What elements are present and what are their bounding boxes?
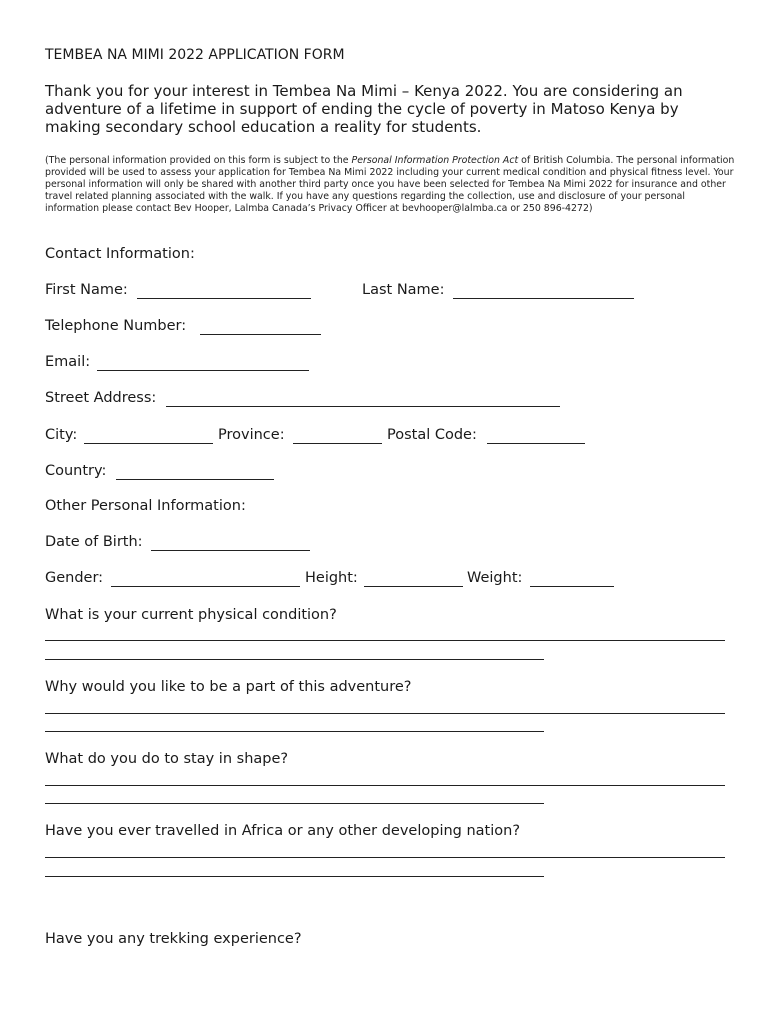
answer-line-stay-in-shape-2[interactable] <box>45 803 544 804</box>
date-of-birth-field[interactable] <box>151 550 310 551</box>
street-address-field[interactable] <box>166 406 560 407</box>
email-label: Email: <box>45 354 91 370</box>
telephone-label: Telephone Number: <box>45 318 187 334</box>
answer-line-travelled-africa-2[interactable] <box>45 876 544 877</box>
weight-label: Weight: <box>467 570 523 586</box>
gender-label: Gender: <box>45 570 104 586</box>
answer-line-why-adventure-1[interactable] <box>45 713 725 714</box>
country-label: Country: <box>45 463 107 479</box>
postal-code-label: Postal Code: <box>387 427 477 443</box>
province-field[interactable] <box>293 443 382 444</box>
first-name-label: First Name: <box>45 282 128 298</box>
privacy-text-part1: (The personal information provided on this form is subject to the <box>45 155 352 166</box>
city-field[interactable] <box>84 443 213 444</box>
answer-line-physical-condition-2[interactable] <box>45 659 544 660</box>
last-name-label: Last Name: <box>362 282 445 298</box>
contact-section-heading: Contact Information: <box>45 246 195 262</box>
last-name-field[interactable] <box>453 298 634 299</box>
telephone-field[interactable] <box>200 334 321 335</box>
question-physical-condition: What is your current physical condition? <box>45 607 337 623</box>
gender-field[interactable] <box>111 586 300 587</box>
weight-field[interactable] <box>530 586 614 587</box>
country-field[interactable] <box>116 479 274 480</box>
answer-line-travelled-africa-1[interactable] <box>45 857 725 858</box>
first-name-field[interactable] <box>137 298 311 299</box>
question-stay-in-shape: What do you do to stay in shape? <box>45 751 289 767</box>
postal-code-field[interactable] <box>487 443 585 444</box>
date-of-birth-label: Date of Birth: <box>45 534 143 550</box>
height-label: Height: <box>305 570 358 586</box>
intro-paragraph: Thank you for your interest in Tembea Na Mimi – Kenya 2022. You are considering an adventure of a lifetime in support of ending the cycle of poverty in Matoso Kenya by making secondary school education a reality for students. <box>45 82 683 136</box>
privacy-act-name: Personal Information Protection Act <box>351 155 519 166</box>
question-travelled-africa: Have you ever travelled in Africa or any other developing nation? <box>45 823 521 839</box>
province-label: Province: <box>218 427 285 443</box>
street-address-label: Street Address: <box>45 390 157 406</box>
answer-line-stay-in-shape-1[interactable] <box>45 785 725 786</box>
height-field[interactable] <box>364 586 463 587</box>
question-why-adventure: Why would you like to be a part of this adventure? <box>45 679 412 695</box>
form-title: TEMBEA NA MIMI 2022 APPLICATION FORM <box>45 47 345 63</box>
privacy-notice <box>45 155 735 215</box>
city-label: City: <box>45 427 78 443</box>
question-trekking-experience: Have you any trekking experience? <box>45 931 302 947</box>
email-field[interactable] <box>97 370 309 371</box>
answer-line-physical-condition-1[interactable] <box>45 640 725 641</box>
other-info-section-heading: Other Personal Information: <box>45 498 246 514</box>
privacy-text-part2: of British Columbia. The personal information provided will be used to assess your application for Tembea Na Mimi 2022 including your current medical condition and physical fitness level. Your personal information will only be shared with another third party once you have been selected for Tembea Na Mimi 2022 for insurance and other travel related planning associated with the walk. If you have any questions regarding the collection, use and disclosure of your personal information please contact Bev Hooper, Lalmba Canada’s Privacy Officer at bevhooper@lalmba.ca or 250 896-4272) <box>45 155 735 214</box>
answer-line-why-adventure-2[interactable] <box>45 731 544 732</box>
